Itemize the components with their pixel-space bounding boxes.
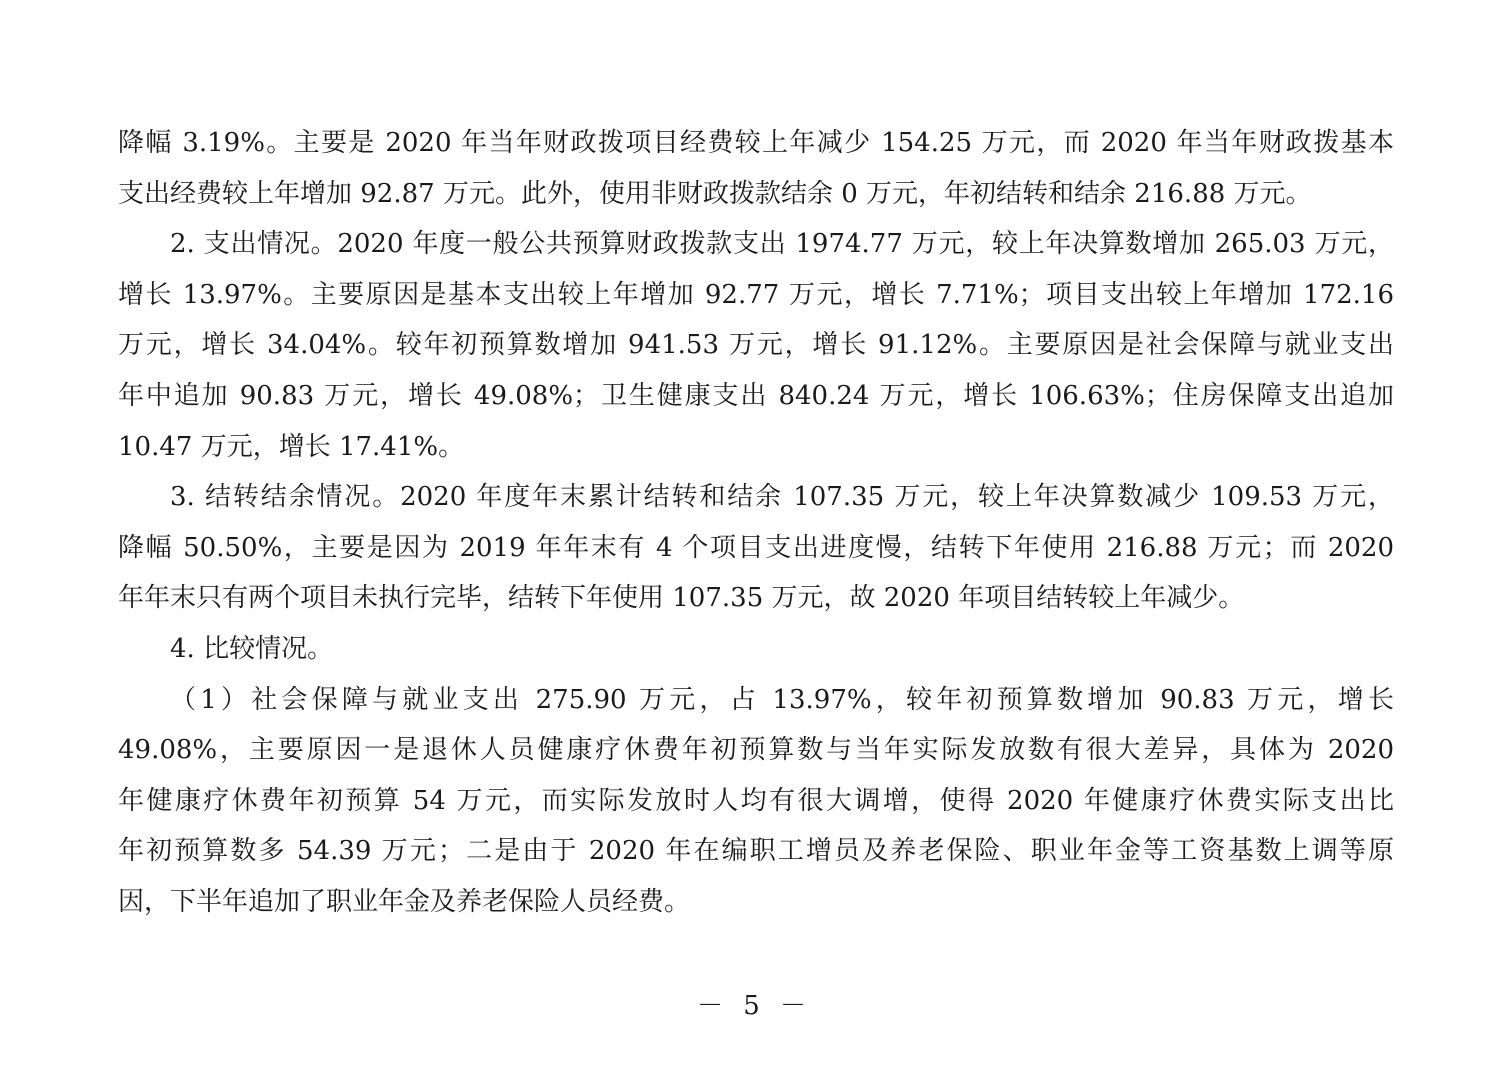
text-line-2: 支出经费较上年增加 92.87 万元。此外，使用非财政拨款结余 0 万元，年初结转和结余 216.88 万元。 <box>118 178 1312 209</box>
page-number: － 5 － <box>696 991 813 1021</box>
text-line-5: 万元，增长 34.04%。较年初预算数增加 941.53 万元，增长 91.12%。主要原因是社会保障与就业支出 <box>118 330 1394 361</box>
text-line-11: 4. 比较情况。 <box>170 633 334 664</box>
text-line-14: 年健康疗休费年初预算 54 万元，而实际发放时人均有很大调增，使得 2020 年健康疗休费实际支出比 <box>118 785 1394 816</box>
text-line-8: 3. 结转结余情况。2020 年度年末累计结转和结余 107.35 万元，较上年决算数减少 109.53 万元， <box>170 482 1394 513</box>
text-line-12: （1）社会保障与就业支出 275.90 万元，占 13.97%，较年初预算数增加 90.83 万元，增长 <box>170 684 1394 715</box>
text-line-15: 年初预算数多 54.39 万元；二是由于 2020 年在编职工增员及养老保险、职业年金等工资基数上调等原 <box>118 836 1394 867</box>
text-line-3: 2. 支出情况。2020 年度一般公共预算财政拨款支出 1974.77 万元，较上年决算数增加 265.03 万元， <box>170 229 1394 260</box>
text-line-16: 因，下半年追加了职业年金及养老保险人员经费。 <box>118 886 691 917</box>
text-line-9: 降幅 50.50%，主要是因为 2019 年年末有 4 个项目支出进度慢，结转下年使用 216.88 万元；而 2020 <box>118 532 1394 563</box>
text-line-13: 49.08%，主要原因一是退休人员健康疗休费年初预算数与当年实际发放数有很大差异，具体为 2020 <box>118 735 1394 766</box>
text-line-10: 年年末只有两个项目未执行完毕，结转下年使用 107.35 万元，故 2020 年项目结转较上年减少。 <box>118 583 1245 614</box>
text-line-4: 增长 13.97%。主要原因是基本支出较上年增加 92.77 万元，增长 7.71%；项目支出较上年增加 172.16 <box>118 279 1394 310</box>
body-text <box>118 124 1394 934</box>
text-line-7: 10.47 万元，增长 17.41%。 <box>118 431 465 462</box>
text-line-1: 降幅 3.19%。主要是 2020 年当年财政拨项目经费较上年减少 154.25 万元，而 2020 年当年财政拨基本 <box>118 128 1394 158</box>
text-line-6: 年中追加 90.83 万元，增长 49.08%；卫生健康支出 840.24 万元，增长 106.63%；住房保障支出追加 <box>118 380 1394 411</box>
